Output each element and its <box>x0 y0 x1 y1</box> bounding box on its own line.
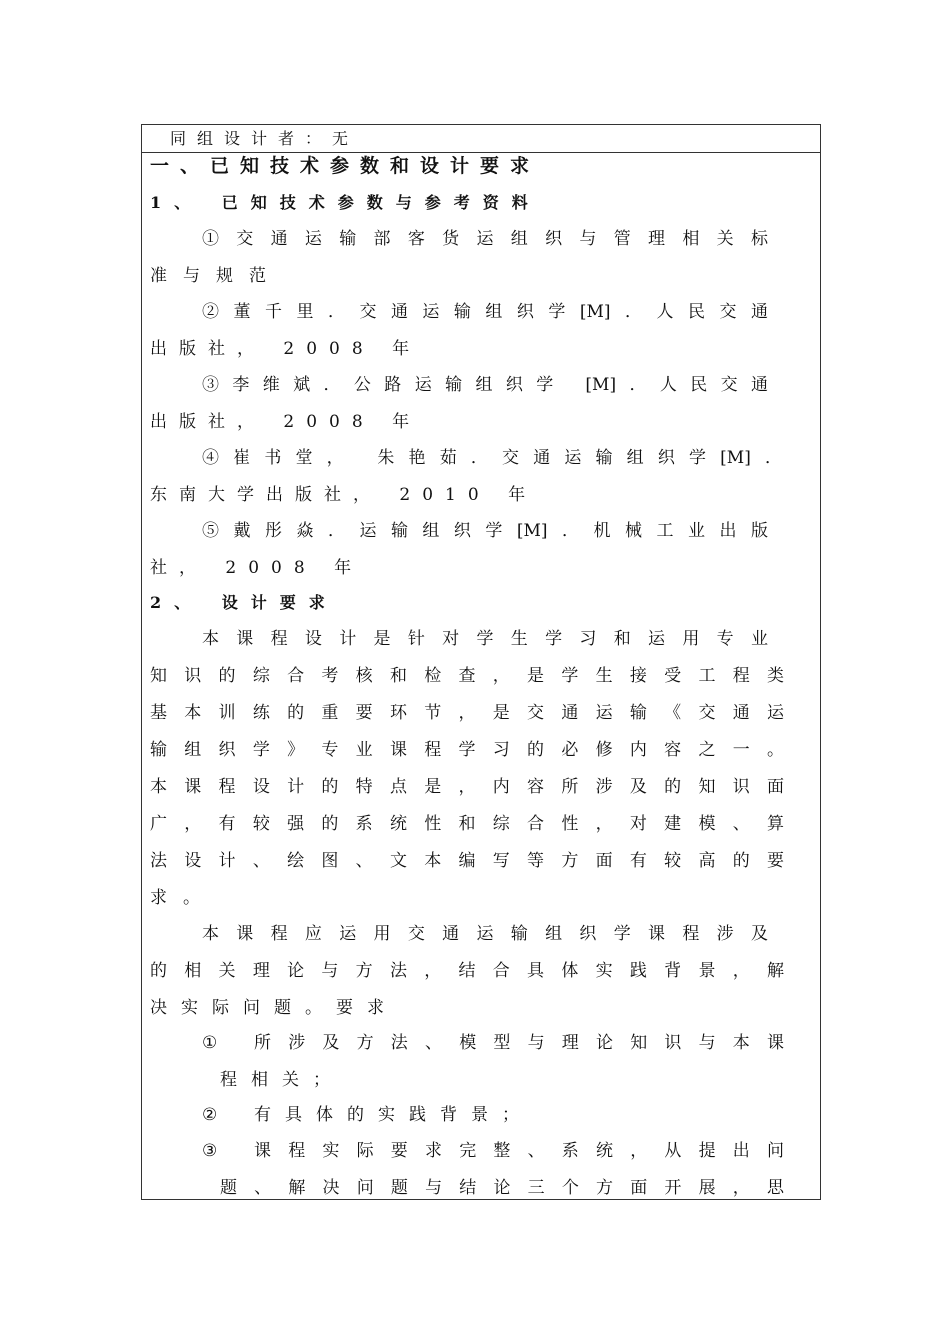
paragraph-2-line-3: 决实际问题。要求 <box>150 998 398 1018</box>
paragraph-2-line-1: 本课程应运用交通运输组织学课程涉及 <box>202 924 768 944</box>
paragraph-1-line-5: 本课程设计的特点是，内容所涉及的知识面 <box>150 777 784 797</box>
reference-4-line-1: ④崔书堂， 朱艳茹．交通运输组织学[M]． <box>202 448 782 468</box>
requirement-3-line-1: 课程实际要求完整、系统，从提出问 <box>254 1141 784 1161</box>
co-designer-label: 同组设计者：无 <box>170 129 360 148</box>
paragraph-1-line-2: 知识的综合考核和检查，是学生接受工程类 <box>150 666 784 686</box>
requirement-1-number: ① <box>202 1033 218 1053</box>
paragraph-1-line-8: 求。 <box>150 888 216 908</box>
paragraph-1-line-3: 基本训练的重要环节，是交通运输《交通运 <box>150 703 784 723</box>
paragraph-1-line-1: 本课程设计是针对学生学习和运用专业 <box>202 629 768 649</box>
requirement-1-line-1: 所涉及方法、模型与理论知识与本课 <box>254 1033 784 1053</box>
requirement-2-line-1: 有具体的实践背景； <box>254 1105 533 1125</box>
reference-2-line-1: ②董千里．交通运输组织学[M]．人民交通 <box>202 302 768 322</box>
reference-2-line-2: 出版社， 2008 年 <box>150 339 422 359</box>
section-title: 一、已知技术参数和设计要求 <box>150 155 541 177</box>
paragraph-1-line-7: 法设计、绘图、文本编写等方面有较高的要 <box>150 851 784 871</box>
reference-1-line-2: 准与规范 <box>150 266 282 286</box>
requirement-3-line-2: 题、解决问题与结论三个方面开展，思 <box>220 1178 784 1198</box>
paragraph-1-line-6: 广，有较强的系统性和综合性，对建模、算 <box>150 814 784 834</box>
reference-1-line-1: ①交通运输部客货运组织与管理相关标 <box>202 229 768 249</box>
paragraph-1-line-4: 输组织学》专业课程学习的必修内容之一。 <box>150 740 784 760</box>
requirement-3-number: ③ <box>202 1141 218 1161</box>
requirement-1-line-2: 程相关； <box>220 1070 344 1090</box>
reference-4-line-2: 东南大学出版社， 2010 年 <box>150 485 538 505</box>
reference-5-line-2: 社， 2008 年 <box>150 558 364 578</box>
reference-3-line-1: ③李维斌．公路运输组织学 [M]．人民交通 <box>202 375 768 395</box>
header-row <box>142 125 820 153</box>
subsection-title-references: 1、 已知技术参数与参考资料 <box>150 193 541 212</box>
reference-5-line-1: ⑤戴彤焱．运输组织学[M]．机械工业出版 <box>202 521 768 541</box>
requirement-2-number: ② <box>202 1105 218 1125</box>
subsection-title-requirements: 2、 设计要求 <box>150 593 338 612</box>
paragraph-2-line-2: 的相关理论与方法，结合具体实践背景，解 <box>150 961 784 981</box>
reference-3-line-2: 出版社， 2008 年 <box>150 412 422 432</box>
